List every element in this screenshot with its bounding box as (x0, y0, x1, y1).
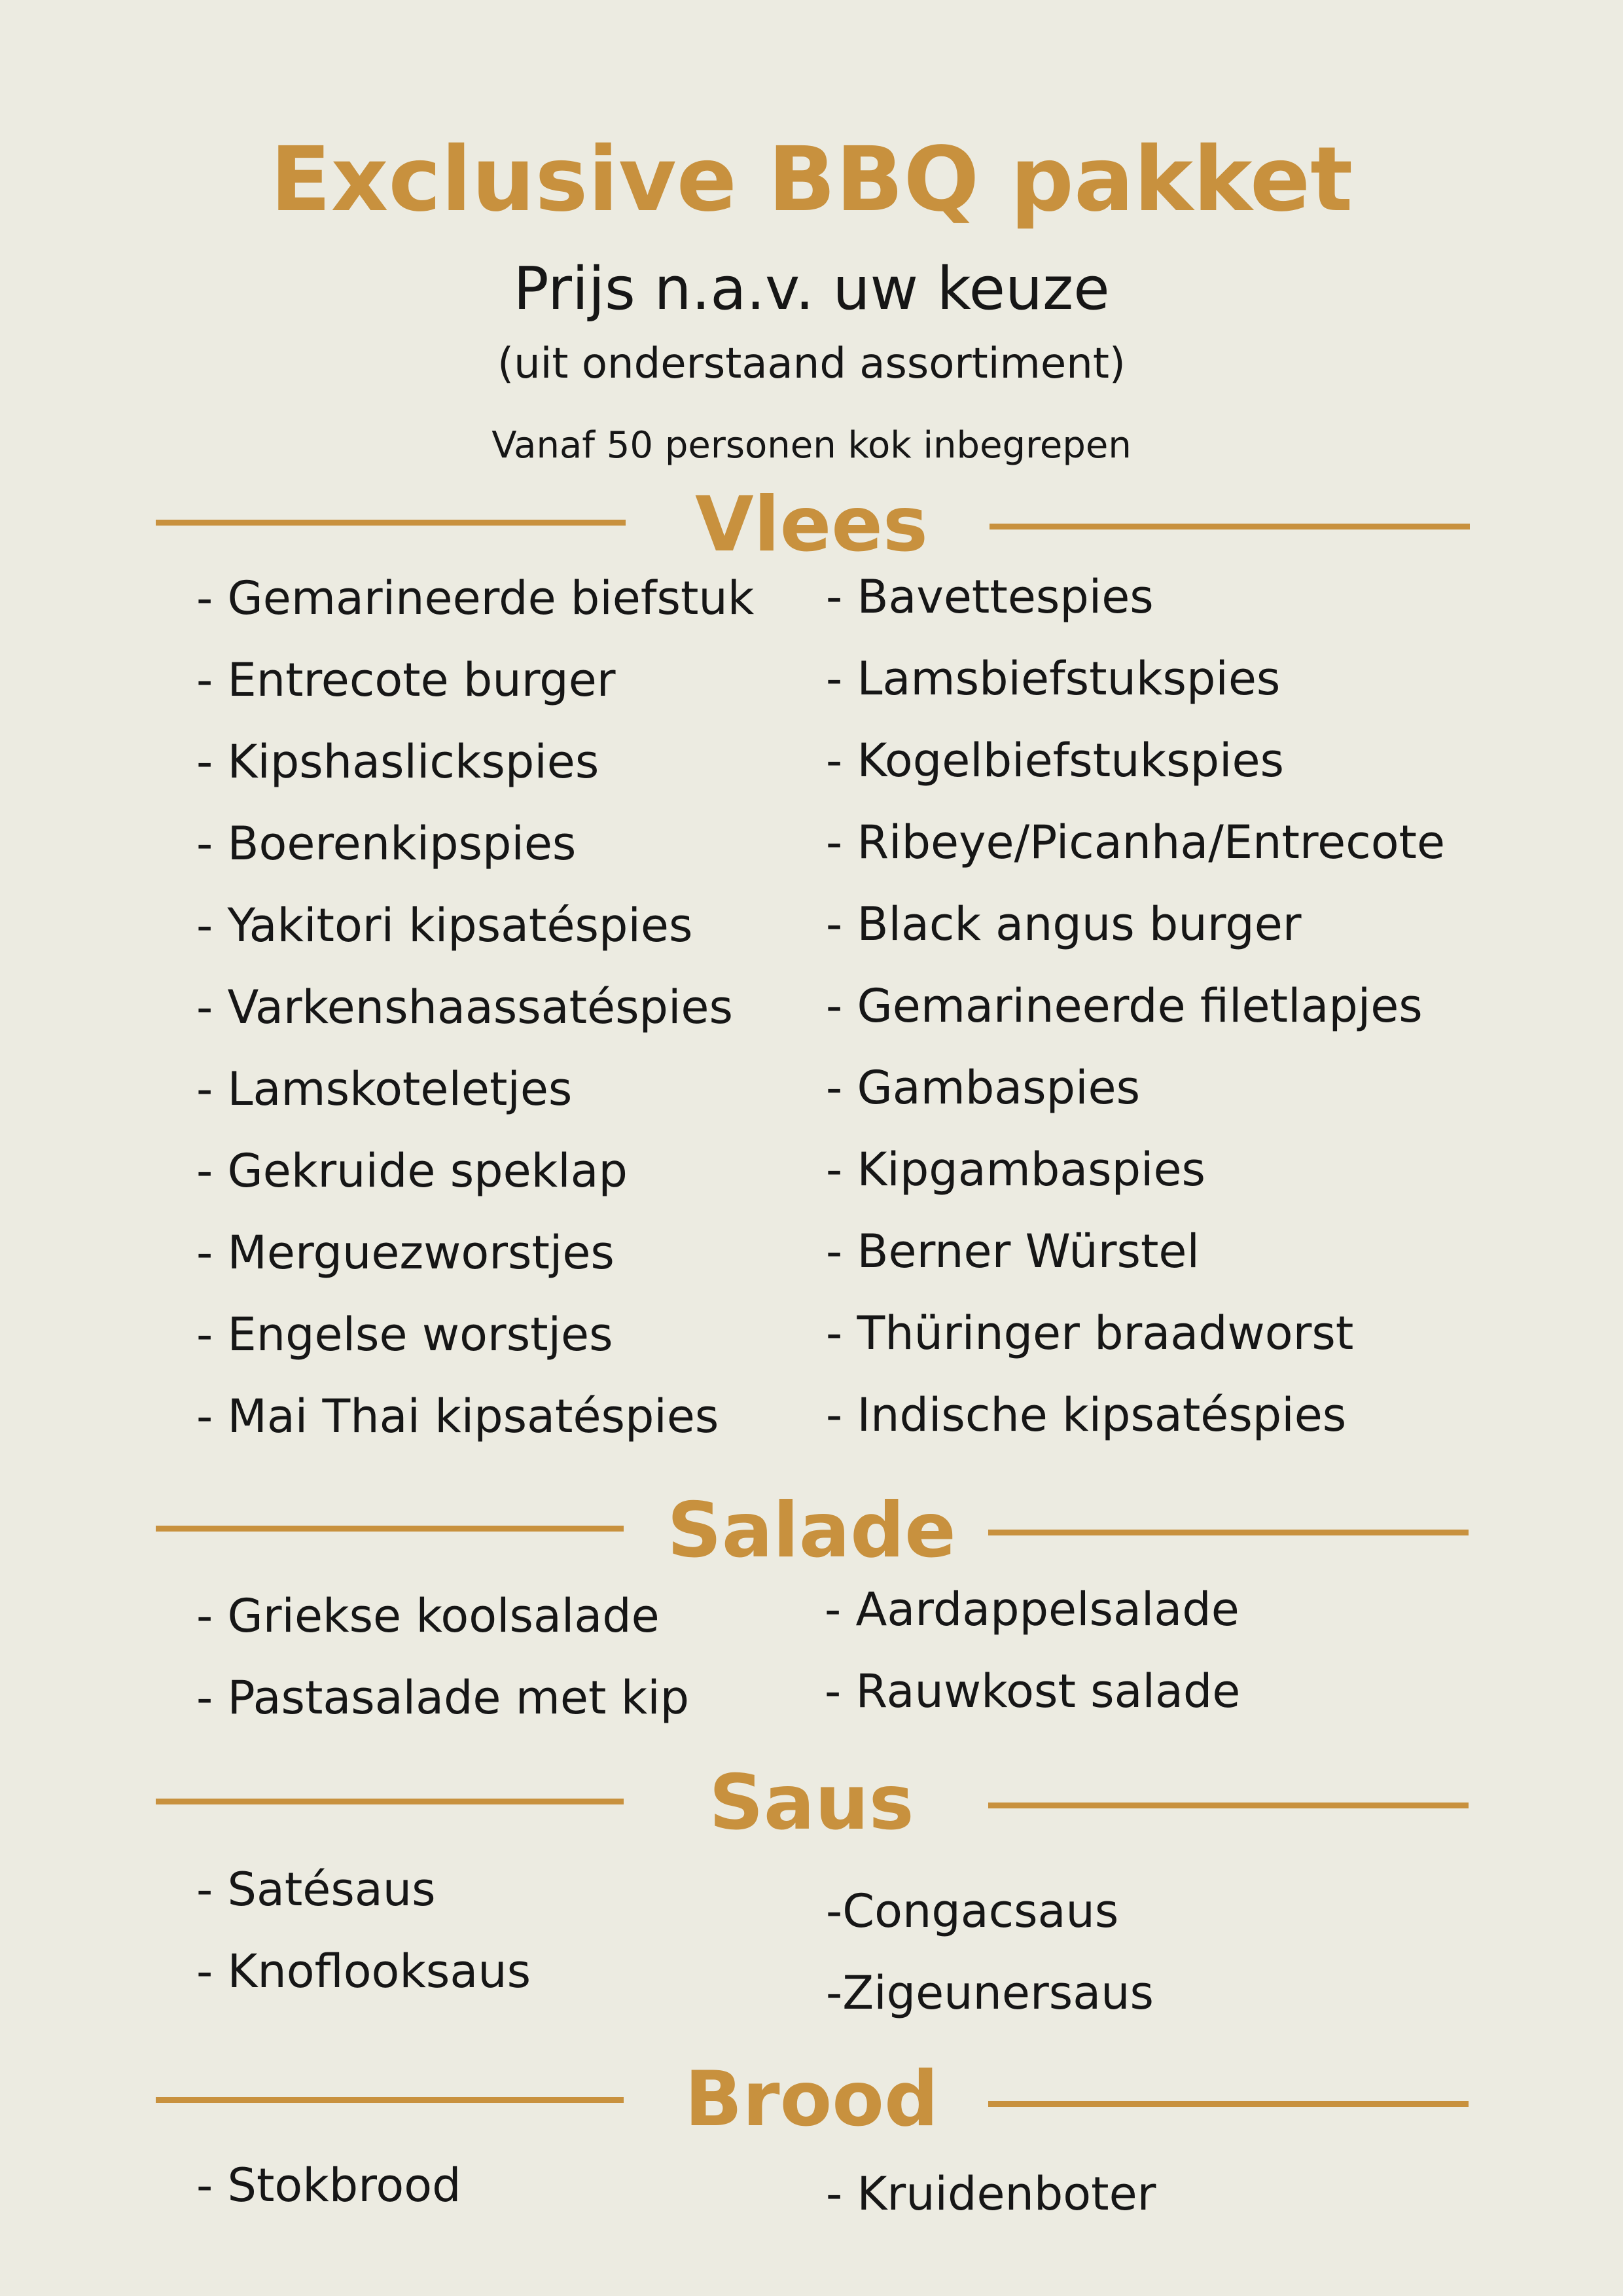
menu-item: - Griekse koolsalade (196, 1589, 660, 1643)
saus-list-left (196, 1849, 531, 2013)
menu-item: - Bavettespies (826, 570, 1154, 624)
section-heading-salade: Salade (667, 1486, 956, 1575)
menu-item: - Merguezworstjes (196, 1226, 615, 1280)
menu-item: - Mai Thai kipsatéspies (196, 1390, 719, 1443)
menu-item: - Gemarineerde biefstuk (196, 571, 755, 625)
menu-item: -Zigeunersaus (826, 1966, 1154, 2020)
section-rule-right (988, 1530, 1469, 1535)
section-heading-vlees: Vlees (695, 480, 928, 569)
menu-item: - Knoflooksaus (196, 1945, 531, 1998)
menu-item: - Satésaus (196, 1863, 436, 1916)
brood-list-left (196, 2145, 461, 2227)
menu-item: - Aardappelsalade (825, 1583, 1240, 1636)
menu-item: - Lamskoteletjes (196, 1062, 573, 1116)
page-title: Exclusive BBQ pakket (270, 128, 1353, 232)
menu-item: - Gambaspies (826, 1061, 1141, 1115)
menu-item: - Kipgambaspies (826, 1143, 1206, 1196)
section-heading-brood: Brood (684, 2055, 939, 2144)
menu-item: - Ribeye/Picanha/Entrecote (826, 816, 1446, 869)
menu-item: - Yakitori kipsatéspies (196, 899, 693, 952)
menu-item: - Entrecote burger (196, 653, 616, 707)
brood-list-right (826, 2153, 1156, 2235)
saus-list-right (826, 1871, 1154, 2034)
menu-item: - Kogelbiefstukspies (826, 734, 1284, 787)
vlees-list-left (196, 558, 754, 1458)
menu-item: - Boerenkipspies (196, 817, 577, 870)
menu-item: - Berner Würstel (826, 1225, 1200, 1278)
price-subtitle: Prijs n.a.v. uw keuze (513, 255, 1110, 323)
vlees-list-right (826, 556, 1445, 1456)
menu-item: - Indische kipsatéspies (826, 1388, 1347, 1442)
menu-item: - Varkenshaassatéspies (196, 980, 733, 1034)
menu-item: - Gemarineerde filetlapjes (826, 979, 1423, 1033)
menu-item: - Engelse worstjes (196, 1308, 613, 1361)
menu-item: - Thüringer braadworst (826, 1306, 1354, 1360)
section-heading-saus: Saus (709, 1759, 914, 1847)
menu-item: - Pastasalade met kip (196, 1671, 690, 1725)
salade-list-right (825, 1569, 1240, 1732)
menu-item: - Rauwkost salade (825, 1664, 1241, 1718)
section-rule-right (990, 524, 1470, 529)
menu-item: - Lamsbiefstukspies (826, 652, 1281, 706)
menu-item: - Black angus burger (826, 897, 1302, 951)
chef-note: Vanaf 50 personen kok inbegrepen (491, 424, 1132, 467)
menu-item: - Kipshaslickspies (196, 735, 599, 789)
menu-item: -Congacsaus (826, 1884, 1119, 1938)
section-rule-right (988, 1803, 1469, 1808)
menu-item: - Stokbrood (196, 2159, 461, 2212)
assortment-note: (uit onderstaand assortiment) (497, 340, 1126, 388)
salade-list-left (196, 1575, 689, 1739)
section-rule-right (988, 2101, 1469, 2107)
menu-item: - Gekruide speklap (196, 1144, 628, 1198)
menu-item: - Kruidenboter (826, 2167, 1156, 2221)
